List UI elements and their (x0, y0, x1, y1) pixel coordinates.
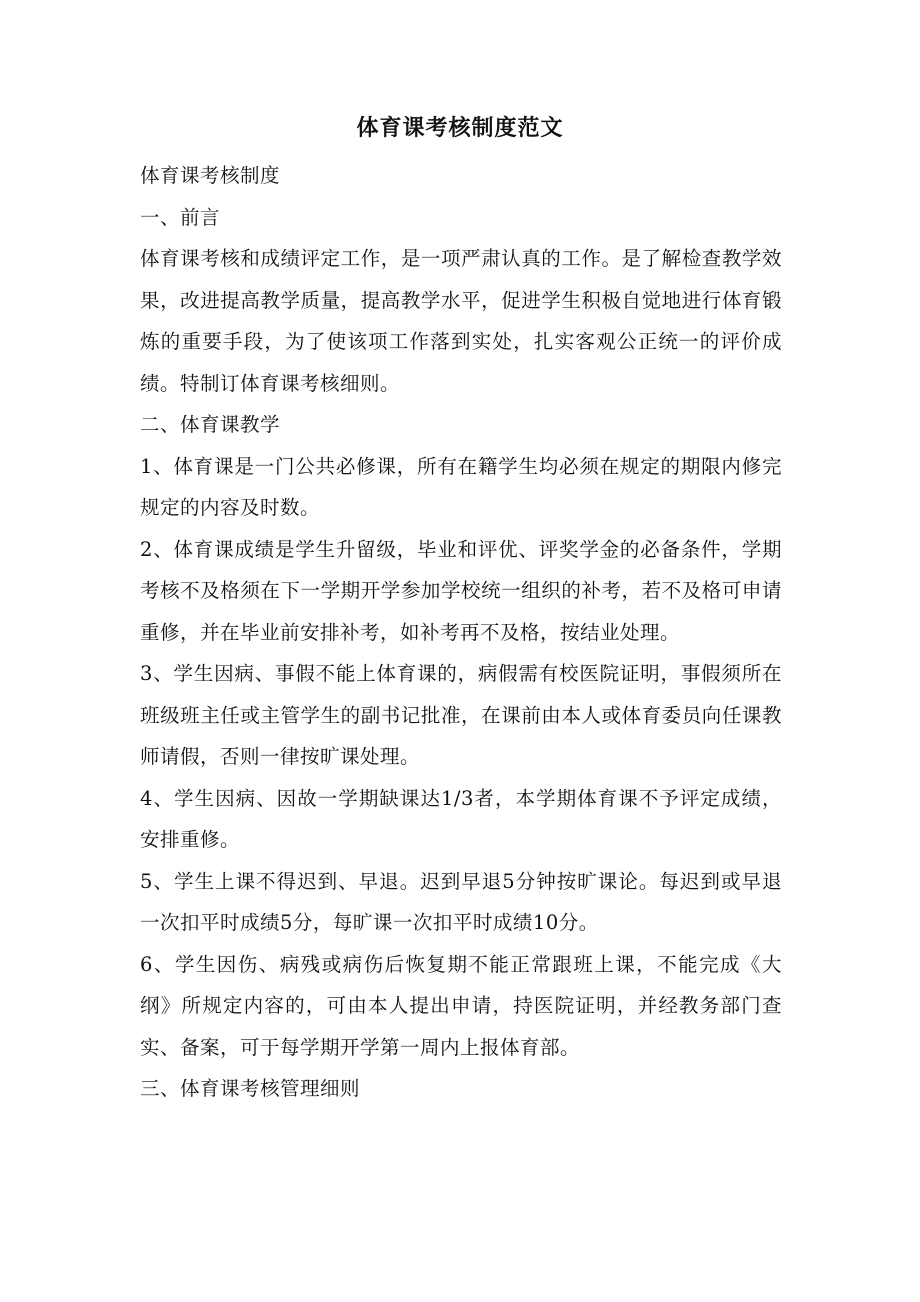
body-paragraph: 体育课考核和成绩评定工作，是一项严肃认真的工作。是了解检查教学效果，改进提高教学质量，提高教学水平，促进学生积极自觉地进行体育锻炼的重要手段，为了使该项工作落到实处，扎实客观公正统一的评价成绩。特制订体育课考核细则。 (140, 247, 782, 395)
list-item-1: 1、体育课是一门公共必修课，所有在籍学生均必须在规定的期限内修完规定的内容及时数。 (140, 454, 782, 519)
section-heading-management: 三、体育课考核管理细则 (140, 1077, 361, 1100)
document-title: 体育课考核制度范文 (356, 115, 564, 141)
list-item-4: 4、学生因病、因故一学期缺课达1/3者，本学期体育课不予评定成绩，安排重修。 (140, 786, 782, 851)
section-heading-teaching: 二、体育课教学 (140, 413, 281, 436)
section-heading-preface: 一、前言 (140, 205, 221, 229)
list-item-3: 3、学生因病、事假不能上体育课的，病假需有校医院证明，事假须所在班级班主任或主管学生的副书记批准，在课前由本人或体育委员向任课教师请假，否则一律按旷课处理。 (140, 662, 782, 768)
list-item-5: 5、学生上课不得迟到、早退。迟到早退5分钟按旷课论。每迟到或早退一次扣平时成绩5分，每旷课一次扣平时成绩10分。 (140, 869, 782, 934)
subtitle-paragraph: 体育课考核制度 (140, 164, 281, 187)
document-body (140, 155, 782, 1110)
list-item-2: 2、体育课成绩是学生升留级，毕业和评优、评奖学金的必备条件，学期考核不及格须在下一学期开学参加学校统一组织的补考，若不及格可申请重修，并在毕业前安排补考，如补考再不及格，按结业处理。 (140, 537, 782, 644)
list-item-6: 6、学生因伤、病残或病伤后恢复期不能正常跟班上课，不能完成《大纲》所规定内容的，可由本人提出申请，持医院证明，并经教务部门查实、备案，可于每学期开学第一周内上报体育部。 (140, 952, 782, 1059)
